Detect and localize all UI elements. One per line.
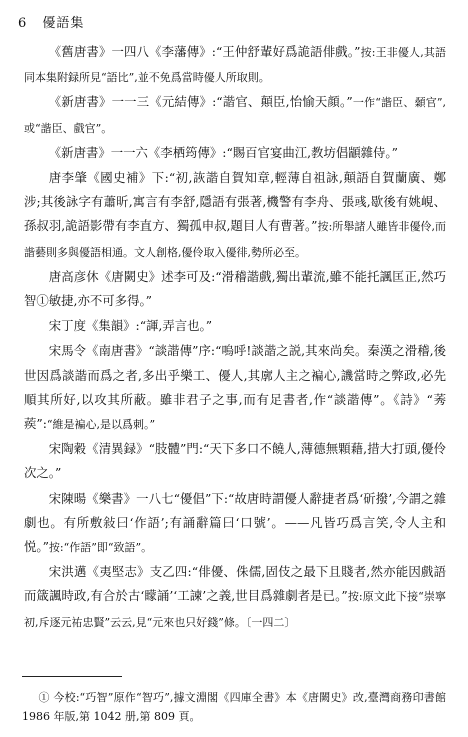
footnote: [22, 688, 446, 726]
paragraph: 宋洪邁《夷堅志》支乙四:“俳優、侏儒,固伎之最下且賤者,然亦能因戲語而箴諷時政,有合於古‘矇誦’‘工諫’之義,世目爲雜劇者是已。”按:原文此下接“崇寧初,斥逐元祐忠賢”云云,見“元來也只好錢”條。〔一四二〕: [24, 564, 446, 629]
paragraph: 宋丁度《集韻》:“諢,弄言也。”: [48, 318, 213, 334]
book-title: 優語集: [42, 16, 85, 31]
annotation: 按:“作語”即“致語”。: [48, 541, 153, 555]
paragraph: 宋陶穀《清異録》“肢體”門:“天下多口不饒人,薄德無顆藉,措大打頭,優伶次之。”: [24, 441, 446, 481]
annotation: 按:所舉諸人雖皆非優伶,而諧藝則多與優語相通。文人創格,優伶取入優徘,勢所必至。: [24, 220, 447, 259]
running-header: [18, 12, 84, 31]
annotation: “維是褊心,是以爲刺。”: [46, 418, 156, 432]
annotation: 按:原文此下接“崇寧初,斥逐元祐忠賢”云云,見“元來也只好錢”條。〔一四二〕: [24, 590, 446, 629]
footnote-divider: [22, 676, 122, 677]
paragraph: 唐李肇《國史補》下:“初,詼諧自賀知章,輕薄自祖詠,顛語自賀蘭廣、鄭涉;其後詠字有蕭昕,寓言有李舒,隱語有張著,機警有李舟、張彧,歇後有姚峴、孫叔羽,詭語影帶有李直方、獨孤申叔,題目人有曹著。”按:所舉諸人雖皆非優伶,而諧藝則多與優語相通。文人創格,優伶取入優徘,勢所必至。: [24, 170, 447, 259]
annotation: 一作“諧臣、顙官”,或“諧臣、戲官”。: [24, 96, 446, 135]
paragraph: 宋陳暘《樂書》一八七“優倡”下:“故唐時謂優人辭捷者爲‘斫撥’,今謂之雜劇也。有所敷敍曰‘作語’;有誦辭篇曰‘口號’。——凡皆巧爲言笑,令人主和悦。”按:“作語”即“致語”。: [24, 490, 446, 555]
footnote-text: ① 今校:“巧智”原作“智巧”,據文淵閣《四庫全書》本《唐闕史》改,臺灣商務印書館 1986 年版,第 1042 册,第 809 頁。: [22, 691, 446, 723]
annotation: 按:王非優人,其語同本集附録所見“語比”,並不免爲當時優人所取則。: [24, 46, 446, 85]
paragraph: 宋馬令《南唐書》“談諧傳”序:“嗚呼!談諧之説,其來尚矣。秦漢之滑稽,後世因爲談諧而爲之者,多出乎樂工、優人,其廓人主之褊心,譏當時之弊政,必先順其所好,以攻其所蔽。雖非君子之事,而有足書者,作“談諧傳”。《詩》“莠蒺”:“維是褊心,是以爲刺。”: [24, 343, 446, 432]
paragraph: 唐高彦休《唐闕史》述李可及:“滑稽諧戲,獨出輩流,雖不能托諷匡正,然巧智①敏捷,亦不可多得。”: [24, 268, 446, 309]
paragraph: 《舊唐書》一四八《李藩傳》:“王仲舒輩好爲詭語俳戲。”按:王非優人,其語同本集附録所見“語比”,並不免爲當時優人所取則。: [24, 44, 446, 85]
main-text: [24, 40, 446, 635]
paragraph: 《新唐書》一一三《元結傳》:“諧官、顛臣,怡愉天顔。”一作“諧臣、顙官”,或“諧臣、戲官”。: [24, 94, 446, 135]
page-number: 6: [18, 16, 28, 31]
paragraph: 《新唐書》一一六《李栖筠傳》:“賜百官宴曲江,教坊倡顓雜侍。”: [48, 144, 398, 160]
